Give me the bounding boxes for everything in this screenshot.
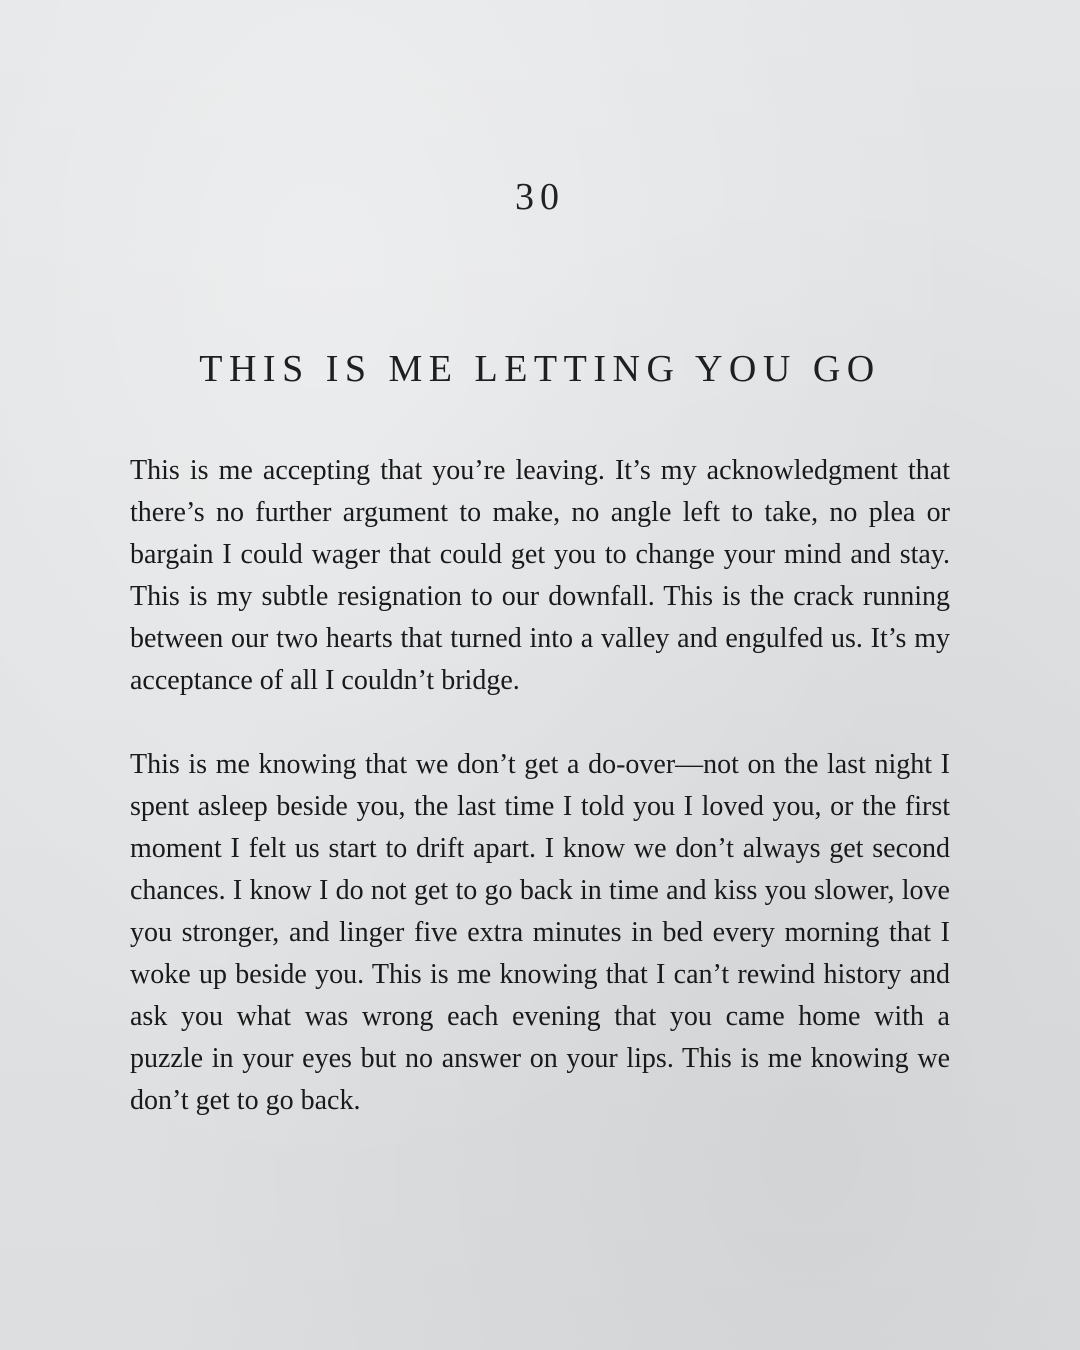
chapter-body [130, 450, 950, 1122]
body-paragraph-1: This is me accepting that you’re leaving. It’s my acknowledgment that there’s no further argument to make, no angle left to take, no plea or bargain I could wager that could get you to change your mind and stay. This is my subtle resignation to our downfall. This is the crack running between our two hearts that turned into a valley and engulfed us. It’s my acceptance of all I couldn’t bridge. [130, 455, 950, 696]
chapter-title: THIS IS ME LETTING YOU GO [199, 348, 881, 390]
chapter-number: 30 [515, 176, 565, 218]
body-paragraph-2: This is me knowing that we don’t get a do-over—not on the last night I spent asleep beside you, the last time I told you I loved you, or the first moment I felt us start to drift apart. I know we don’t always get second chances. I know I do not get to go back in time and kiss you slower, love you stronger, and linger five extra minutes in bed every morning that I woke up beside you. This is me knowing that I can’t rewind history and ask you what was wrong each evening that you came home with a puzzle in your eyes but no answer on your lips. This is me knowing we don’t get to go back. [130, 749, 950, 1116]
